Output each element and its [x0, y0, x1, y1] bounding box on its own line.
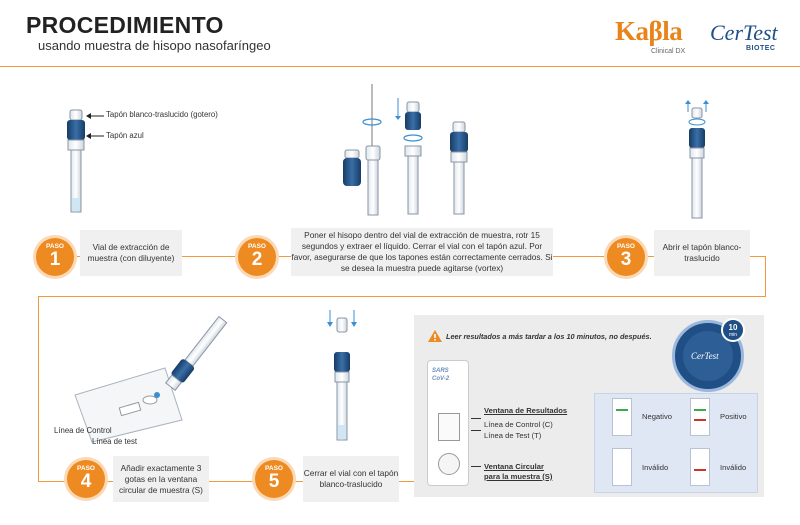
step1-text: Vial de extracción de muestra (con diluyente) [80, 230, 182, 276]
step1-badge [36, 238, 74, 276]
cassette-control-line-label: Línea de Control [54, 426, 112, 435]
pointer-control [471, 418, 481, 419]
vial-step5 [327, 310, 357, 440]
header-divider [0, 66, 800, 67]
step2-badge-label: PASO [248, 243, 266, 250]
kabla-logo-sub: Clinical DX [651, 48, 686, 55]
results-warning: Leer resultados a más tardar a los 10 minutos, no después. [446, 332, 652, 341]
cap-blue-label: Tapón azul [106, 131, 144, 140]
results-test-line: Línea de Test (T) [484, 431, 542, 440]
timer-minutes: 10 [728, 323, 738, 332]
warning-icon [428, 330, 442, 342]
circular-window-label-1: Ventana Circular [484, 462, 544, 471]
kabla-logo: Kaβla [615, 16, 683, 46]
step5-number: 5 [268, 471, 280, 492]
step2-badge [238, 238, 276, 276]
timer-unit: min [728, 332, 738, 338]
certest-logo-sub: BIOTEC [746, 45, 776, 52]
step5-text: Cerrar el vial con el tapón blanco-traslucido [303, 456, 399, 502]
positive-test-line [694, 419, 706, 421]
step4-badge [67, 460, 105, 498]
step3-badge-label: PASO [617, 243, 635, 250]
cap-white-label: Tapón blanco-traslucido (gotero) [106, 110, 218, 119]
illustrations-bottom [0, 300, 420, 475]
timer-badge [721, 318, 745, 342]
step4-number: 4 [80, 471, 92, 492]
negative-control-line [616, 409, 628, 411]
sample-well [438, 453, 460, 475]
illustrations-top [0, 70, 800, 315]
results-cassette [427, 360, 469, 486]
cassette-test-line-label: Línea de test [92, 437, 138, 446]
vial-step4 [164, 315, 229, 392]
page-subtitle: usando muestra de hisopo nasofaríngeo [38, 38, 271, 53]
pointer-test [471, 430, 481, 431]
step4-badge-label: PASO [77, 465, 95, 472]
timer-brand: CerTest [691, 351, 719, 361]
vial-step3 [685, 100, 709, 218]
step1-badge-label: PASO [46, 243, 64, 250]
step1-number: 1 [49, 249, 61, 270]
results-window-title: Ventana de Resultados [484, 406, 568, 415]
step3-text: Abrir el tapón blanco-traslucido [654, 230, 750, 276]
step4-text: Añadir exactamente 3 gotas en la ventana circular de muestra (S) [113, 456, 209, 502]
outcome-positive-strip [690, 398, 710, 436]
outcome-invalid2-strip [690, 448, 710, 486]
outcome-invalid-1: Inválido [642, 463, 669, 472]
step5-badge-label: PASO [265, 465, 283, 472]
vial-step1 [67, 110, 104, 212]
outcome-negative-strip [612, 398, 632, 436]
outcome-negative: Negativo [642, 412, 672, 421]
outcome-invalid-2: Inválido [720, 463, 747, 472]
results-control-line: Línea de Control (C) [484, 420, 553, 429]
results-cassette-text: SARS CoV-2 [432, 368, 450, 382]
outcome-positive: Positivo [720, 412, 747, 421]
vial-step2-group [343, 84, 468, 215]
step3-number: 3 [620, 249, 632, 270]
circular-window-label-2: para la muestra (S) [484, 472, 553, 481]
step3-badge [607, 238, 645, 276]
results-window [438, 413, 460, 441]
page-title: PROCEDIMIENTO [26, 12, 224, 38]
step5-badge [255, 460, 293, 498]
step2-text: Poner el hisopo dentro del vial de extracción de muestra, rotr 15 segundos y extraer el líquido. Cerrar el vial con el tapón azul. Por favor, asegurarse de que los tapones están correctamente cerrados. Si se desea la muestra puede agitarse (vortex) [291, 228, 553, 276]
positive-control-line [694, 409, 706, 411]
pointer-well [471, 466, 481, 467]
invalid2-test-line [694, 469, 706, 471]
step2-number: 2 [251, 249, 263, 270]
certest-logo: CerTest [710, 20, 778, 45]
outcome-invalid1-strip [612, 448, 632, 486]
